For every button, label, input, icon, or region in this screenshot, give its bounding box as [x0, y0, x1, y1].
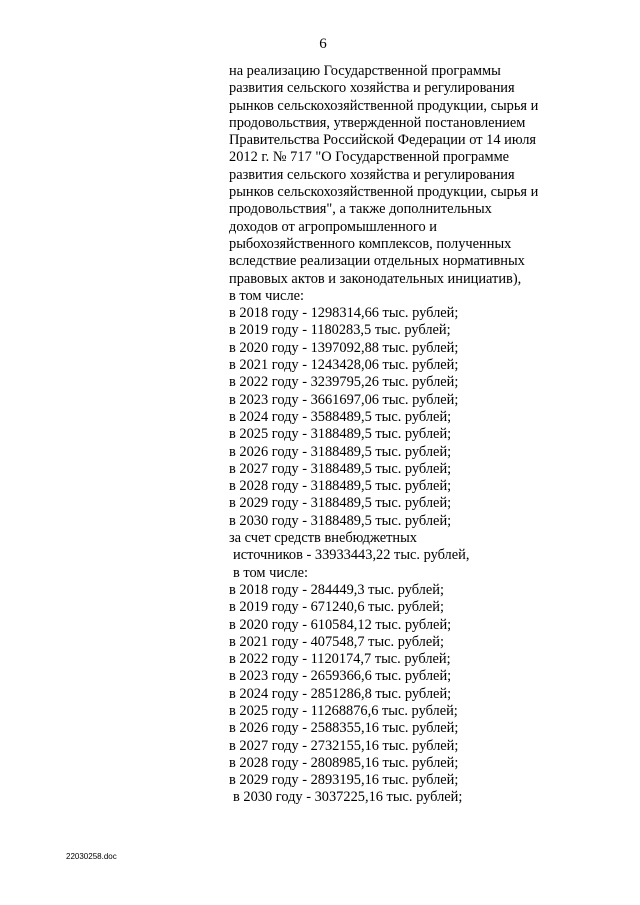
year-amount-line: в 2026 году - 3188489,5 тыс. рублей;: [229, 443, 452, 460]
year-amount-line: в 2021 году - 407548,7 тыс. рублей;: [229, 633, 444, 650]
text-line: за счет средств внебюджетных: [229, 530, 417, 547]
year-amount-line: в 2025 году - 3188489,5 тыс. рублей;: [229, 426, 452, 443]
document-file-code: 22030258.doc: [66, 852, 117, 861]
text-line: развития сельского хозяйства и регулирования: [229, 166, 515, 183]
year-amount-line: в 2026 году - 2588355,16 тыс. рублей;: [229, 720, 459, 737]
text-line: в том числе:: [229, 287, 305, 304]
year-amount-line: в 2029 году - 3188489,5 тыс. рублей;: [229, 495, 452, 512]
year-amount-line: в 2027 году - 2732155,16 тыс. рублей;: [229, 737, 459, 754]
text-line: правовых актов и законодательных инициатив),: [229, 270, 522, 287]
document-body: [229, 63, 569, 807]
year-amount-line: в 2020 году - 1397092,88 тыс. рублей;: [229, 339, 459, 356]
year-amount-line: в 2029 году - 2893195,16 тыс. рублей;: [229, 772, 459, 789]
text-line: продовольствия, утвержденной постановлением: [229, 114, 526, 131]
year-amount-line: в 2022 году - 3239795,26 тыс. рублей;: [229, 374, 459, 391]
year-amount-line: в 2024 году - 3588489,5 тыс. рублей;: [229, 408, 452, 425]
year-amount-line: в 2028 году - 3188489,5 тыс. рублей;: [229, 478, 452, 495]
year-amount-line: в 2020 году - 610584,12 тыс. рублей;: [229, 616, 452, 633]
year-amount-line: в 2018 году - 284449,3 тыс. рублей;: [229, 581, 444, 598]
year-amount-line: в 2019 году - 1180283,5 тыс. рублей;: [229, 322, 451, 339]
budget-years-list: [229, 305, 569, 530]
text-line: в том числе:: [233, 564, 309, 581]
year-amount-line: в 2028 году - 2808985,16 тыс. рублей;: [229, 754, 459, 771]
page-number: 6: [319, 36, 327, 52]
extrabudgetary-years-list: [229, 582, 569, 807]
year-amount-line: в 2021 году - 1243428,06 тыс. рублей;: [229, 357, 459, 374]
year-amount-line: в 2022 году - 1120174,7 тыс. рублей;: [229, 651, 451, 668]
text-line: рынков сельскохозяйственной продукции, сырья и: [229, 97, 539, 114]
year-amount-line: в 2025 году - 11268876,6 тыс. рублей;: [229, 702, 458, 719]
year-amount-line: в 2030 году - 3037225,16 тыс. рублей;: [233, 789, 463, 806]
year-amount-line: в 2023 году - 2659366,6 тыс. рублей;: [229, 668, 452, 685]
year-amount-line: в 2023 году - 3661697,06 тыс. рублей;: [229, 391, 459, 408]
year-amount-line: в 2018 году - 1298314,66 тыс. рублей;: [229, 305, 459, 322]
extrabudgetary-paragraph: [229, 530, 569, 582]
year-amount-line: в 2019 году - 671240,6 тыс. рублей;: [229, 599, 444, 616]
year-amount-line: в 2030 году - 3188489,5 тыс. рублей;: [229, 512, 452, 529]
text-line: источников - 33933443,22 тыс. рублей,: [233, 547, 470, 564]
text-line: рынков сельскохозяйственной продукции, сырья и: [229, 184, 539, 201]
text-line: рыбохозяйственного комплексов, полученных: [229, 235, 512, 252]
text-line: развития сельского хозяйства и регулирования: [229, 80, 515, 97]
text-line: продовольствия", а также дополнительных: [229, 201, 492, 218]
text-line: вследствие реализации отдельных нормативных: [229, 253, 525, 270]
text-line: на реализацию Государственной программы: [229, 63, 501, 79]
text-line: Правительства Российской Федерации от 14 июля: [229, 132, 537, 149]
intro-paragraph: [229, 63, 569, 305]
year-amount-line: в 2024 году - 2851286,8 тыс. рублей;: [229, 685, 452, 702]
text-line: 2012 г. № 717 "О Государственной программе: [229, 149, 510, 166]
text-line: доходов от агропромышленного и: [229, 218, 437, 235]
year-amount-line: в 2027 году - 3188489,5 тыс. рублей;: [229, 460, 452, 477]
